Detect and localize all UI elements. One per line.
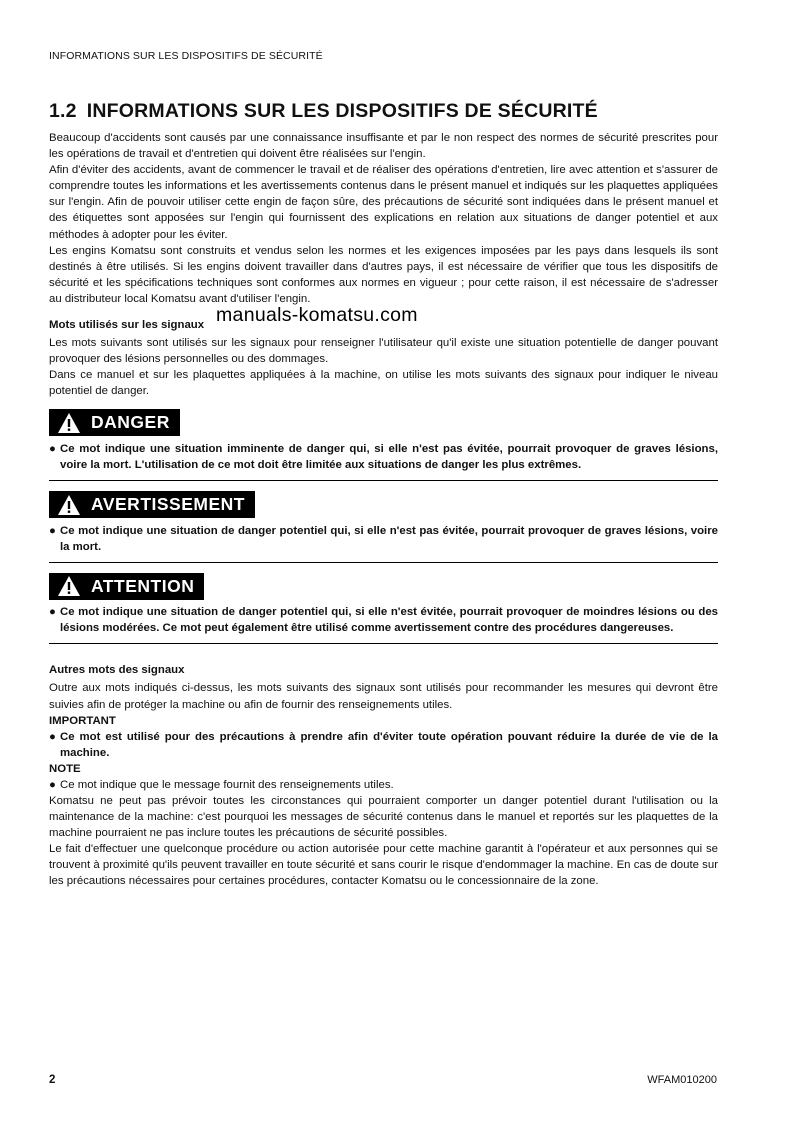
- bullet-dot: ●: [49, 778, 56, 791]
- danger-label: [49, 409, 180, 436]
- document-code: WFAM010200: [647, 1074, 717, 1086]
- section-title-text: INFORMATIONS SUR LES DISPOSITIFS DE SÉCURITÉ: [86, 100, 598, 122]
- warning-triangle-icon: [57, 494, 81, 516]
- bullet-dot: ●: [49, 524, 56, 537]
- intro-paragraph-3: Les engins Komatsu sont construits et vendus selon les normes et les exigences imposées par les pays dans lesquels ils sont destinés à être utilisés. Si les engins doivent travailler dans d'autres pays, il est nécessaire de vérifier que tous les dispositifs de sécurité et les spécifications techniques sont conformes aux normes en vigueur ; pour cette raison, il est nécessaire de s'adresser au distributeur local Komatsu avant d'utiliser l'engin.: [49, 244, 718, 305]
- danger-label-text: DANGER: [91, 412, 170, 433]
- bullet-dot: ●: [49, 730, 56, 743]
- warning-label-text: AVERTISSEMENT: [91, 494, 245, 515]
- caution-label: [49, 573, 204, 600]
- note-heading: NOTE: [49, 762, 81, 775]
- warning-label: [49, 491, 255, 518]
- bullet-dot: ●: [49, 442, 56, 455]
- intro-paragraph-2: Afin d'éviter des accidents, avant de commencer le travail et de réaliser des opérations d'entretien, lire avec attention et s'assurer de comprendre toutes les informations et les avertissements contenus dans le présent manuel et indiqués sur les plaquettes appliquées sur l'engin. Afin de pouvoir utiliser cette engin de façon sûre, des précautions de sécurité sont indiquées dans le présent manuel et des étiquettes sont apposées sur l'engin qui fournissent des explications en relation aux situations de danger potentiel et aux méthodes à adopter pour les éviter.: [49, 164, 718, 241]
- caution-bullet: [49, 604, 718, 636]
- danger-bullet: [49, 441, 718, 473]
- divider: [49, 562, 718, 563]
- closing-paragraph-2: Le fait d'effectuer une quelconque procédure ou action autorisée pour cette machine garantit à l'opérateur et aux personnes qui se trouvent à proximité qu'ils peuvent travailler en toute sécurité et sans courir le risque d'endommager la machine. En cas de doute sur les précautions nécessaires pour certaines procédures, contacter Komatsu ou le concessionnaire de la zone.: [49, 843, 718, 888]
- important-text: Ce mot est utilisé pour des précautions à prendre afin d'éviter toute opération pouvant réduire la durée de vie de la machine.: [60, 730, 718, 759]
- note-bullet: [49, 777, 718, 793]
- note-text: Ce mot indique que le message fournit des renseignements utiles.: [60, 778, 394, 791]
- warning-text: Ce mot indique une situation de danger potentiel qui, si elle n'est pas évitée, pourrait provoquer de graves lésions, voire la mort.: [60, 524, 718, 553]
- signal-words-paragraph-2: Dans ce manuel et sur les plaquettes appliquées à la machine, on utilise les mots suivants des signaux pour indiquer le niveau potentiel de danger.: [49, 369, 718, 398]
- danger-block: [49, 409, 718, 481]
- caution-text: Ce mot indique une situation de danger potentiel qui, si elle n'est évitée, pourrait provoquer de moindres lésions ou des lésions modérées. Ce mot peut également être utilisé comme avertissement contre des procédures dangereuses.: [60, 606, 718, 635]
- caution-block: [49, 573, 718, 645]
- divider: [49, 480, 718, 481]
- warning-triangle-icon: [57, 575, 81, 597]
- danger-text: Ce mot indique une situation imminente de danger qui, si elle n'est pas évitée, pourrait provoquer de graves lésions, voire la mort. L'utilisation de ce mot doit être limitée aux situations de danger les plus extrêmes.: [60, 442, 718, 471]
- other-words-heading: Autres mots des signaux: [49, 664, 185, 677]
- warning-block: [49, 491, 718, 563]
- section-number: 1.2: [49, 100, 77, 122]
- watermark: manuals-komatsu.com: [216, 304, 418, 326]
- bullet-dot: ●: [49, 606, 56, 619]
- important-bullet: [49, 729, 718, 761]
- warning-triangle-icon: [57, 412, 81, 434]
- page-number: 2: [49, 1074, 56, 1086]
- signal-words-paragraph-1: Les mots suivants sont utilisés sur les signaux pour renseigner l'utilisateur qu'il existe une situation potentielle de danger pouvant provoquer des lésions personnelles ou des dommages.: [49, 337, 718, 366]
- important-heading: IMPORTANT: [49, 714, 116, 727]
- other-words-intro: Outre aux mots indiqués ci-dessus, les mots suivants des signaux sont utilisés pour recommander les mesures qui devront être suivies afin de protéger la machine ou afin de fournir des renseignements utiles.: [49, 682, 718, 711]
- section-title: [49, 100, 718, 123]
- divider: [49, 643, 718, 644]
- running-header: INFORMATIONS SUR LES DISPOSITIFS DE SÉCURITÉ: [49, 50, 323, 62]
- main-content: [49, 100, 718, 890]
- warning-bullet: [49, 523, 718, 555]
- signal-words-heading: Mots utilisés sur les signaux: [49, 319, 205, 332]
- intro-paragraph-1: Beaucoup d'accidents sont causés par une connaissance insuffisante et par le non respect des normes de sécurité prescrites pour les opérations de travail et d'entretien qui doivent être réalisées sur l'engin.: [49, 132, 718, 161]
- closing-paragraph-1: Komatsu ne peut pas prévoir toutes les circonstances qui pourraient comporter un danger potentiel durant l'utilisation ou la maintenance de la machine: c'est pourquoi les messages de sécurité contenus dans le manuel et reportés sur les plaquettes de la machine pourraient ne pas inclure toutes les précautions de sécurité possibles.: [49, 794, 718, 840]
- caution-label-text: ATTENTION: [91, 575, 195, 596]
